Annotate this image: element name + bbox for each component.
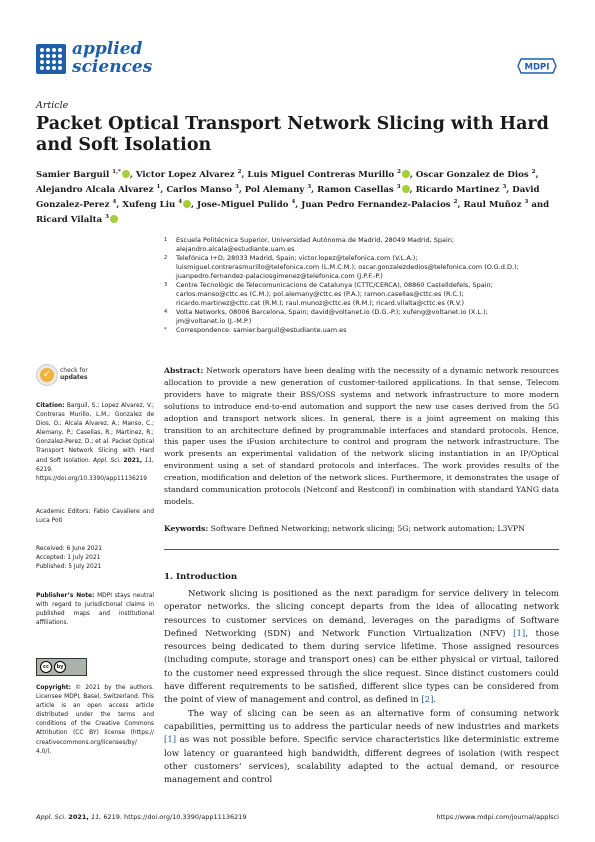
by-icon: by xyxy=(54,661,66,673)
cc-by-license-icon[interactable] xyxy=(36,658,87,676)
publisher-note xyxy=(36,592,154,628)
author-name: Xufeng Liu xyxy=(122,199,179,210)
section-body xyxy=(164,588,559,787)
author-affiliation-sup: 3 xyxy=(524,199,529,206)
author-list: Samier Barguil $^{1,*}$ , Victor Lopez Alvarez $^2$, Luis Miguel Contreras Murillo $^2$ , Oscar Gonzalez de Dios $^2$, Alejandro Alcala Alvarez $^1$, Carlos Manso $^3$, Pol Alemany $^3$, Ramon Casellas $^3$ , Ricardo Martinez $^3$, David Gonzalez-Perez $^4$, Xufeng Liu $^4$ , Jose-Miguel Pulido $^4$, Juan Pedro Fernandez-Palacios $^2$, Raul Muñoz $^3$ and Ricard Vilalta $^3$ xyxy=(36,169,550,226)
affiliation-number: 4 xyxy=(164,309,168,315)
affiliation-number: * xyxy=(164,327,167,333)
paragraph-text: Network slicing is positioned as the next paradigm for service delivery in telecom operator networks. the slicing concept departs from the idea of allocating network resources to customer services on demand, leverages on the paradigms of Software Defined Networking (SDN) and Network Function Virtualization (NFV) xyxy=(164,589,559,639)
orcid-icon[interactable] xyxy=(110,215,118,223)
author-affiliation-sup: 2 xyxy=(531,169,536,175)
publisher-note-text: MDPI stays neutral with regard to jurisdictional claims in published maps and institutional affiliations. xyxy=(36,593,155,627)
paragraph-text: The way of slicing can be seen as an alternative form of consuming network capabilities, permitting us to address the particular needs of new industries and markets xyxy=(164,708,559,732)
author-affiliation-sup: 3 xyxy=(502,184,507,191)
citation-text: Barguil, S.; Lopez Alvarez, V.; Contreras Murillo, L.M.; Gonzalez de Dios, O.; Alcala Alvarez, A.; Manso, C.; Alemany, P.; Casellas, R.; Martinez, R.; Gonzalez-Perez, D.; et al. Packet Optical Transport Network Slicing with Hard and Soft Isolation. xyxy=(36,403,154,464)
keywords xyxy=(164,523,559,534)
author-name: David Gonzalez-Perez xyxy=(36,184,540,210)
affiliation-line: Centre Tecnològic de Telecomunicacions de Catalunya (CTTC/CERCA), 08860 Castelldefels, Spain; xyxy=(176,281,493,289)
date-published: Published: 5 July 2021 xyxy=(36,564,102,571)
author-affiliation-sup: 4 xyxy=(112,199,117,206)
author-name: and Ricard Vilalta xyxy=(36,199,550,226)
copyright-block xyxy=(36,684,154,757)
article-type: Article xyxy=(36,100,69,111)
journal-name-line1: applied xyxy=(72,39,143,59)
publisher-note-label: Publisher’s Note: xyxy=(36,593,95,599)
reference-link[interactable]: [2] xyxy=(421,695,434,706)
check-updates-label-2: updates xyxy=(60,374,88,381)
paragraph xyxy=(164,588,559,708)
article-title: Packet Optical Transport Network Slicing with Hard and Soft Isolation xyxy=(36,114,549,155)
affiliation-item xyxy=(164,326,559,335)
copyright-label: Copyright: xyxy=(36,685,71,691)
footer-journal: Appl. Sci. xyxy=(36,813,67,821)
keywords-label: Keywords: xyxy=(164,524,209,533)
journal-name-line2: sciences xyxy=(72,57,153,77)
affiliation-line: carlos.manso@cttc.es (C.M.); pol.alemany@cttc.es (P.A.); ramon.casellas@cttc.es (R.C.); xyxy=(176,290,464,298)
author-affiliation-sup: 4 xyxy=(178,199,183,206)
abstract xyxy=(164,365,559,508)
affiliation-line: jm@voltanet.io (J.-M.P.) xyxy=(176,317,252,325)
author-affiliation-sup: 3 xyxy=(396,184,401,191)
author-affiliation-sup: 3 xyxy=(307,184,312,191)
cc-icon: cc xyxy=(40,661,52,673)
affiliation-list xyxy=(164,236,559,335)
author-name: Alejandro Alcala Alvarez xyxy=(36,184,157,195)
section-heading: 1. Introduction xyxy=(164,572,238,582)
affiliation-line: Correspondence: samier.barguil@estudiante.uam.es xyxy=(176,326,347,334)
author-name: Juan Pedro Fernandez-Palacios xyxy=(301,199,454,210)
author-name: Pol Alemany xyxy=(244,184,308,195)
affiliation-line: Telefónica I+D, 28033 Madrid, Spain; victor.lopez@telefonica.com (V.L.A.); xyxy=(176,254,418,262)
affiliation-line: Escuela Politécnica Superior, Universidad Autónoma de Madrid, 28049 Madrid, Spain; xyxy=(176,236,455,244)
paragraph-text: , those resources being dedicated to them during service lifetime. Those assigned resources (including compute, storage and transport ones) can be either physical or virtual, tailored to the customer need expressed through the slice request. Since distinct customers could have different requirements to be satisfied, different slice types can be considered from the point of view of management and control, as defined in xyxy=(164,628,559,706)
check-for-updates-button[interactable] xyxy=(36,364,154,388)
affiliation-item xyxy=(164,236,559,254)
footer-doi-link[interactable]: 6219. https://doi.org/10.3390/app11136219 xyxy=(103,813,247,821)
copyright-text: © 2021 by the authors. Licensee MDPI, Basel, Switzerland. This article is an open access article distributed under the terms and conditions of the Creative Commons Attribution (CC BY) license (https:// creativecommons.org/licenses/by/ 4.0/). xyxy=(36,685,154,755)
author-affiliation-sup: 1,* xyxy=(112,169,121,175)
paragraph-text: as was not possible before. Specific service characteristics like deterministic extreme low latency or guaranteed high bandwidth, different degrees of isolation (with respect other customers’ services), scalability adapted to the actual demand, or resource management and control xyxy=(164,735,559,786)
reference-link[interactable]: [1] xyxy=(513,628,526,639)
orcid-icon[interactable] xyxy=(402,185,410,193)
paragraph-text: . xyxy=(433,695,437,706)
dates-block xyxy=(36,545,154,572)
citation-doi-link[interactable]: 6219. https://doi.org/10.3390/app11136219 xyxy=(36,466,148,482)
citation-label: Citation: xyxy=(36,403,65,409)
author-affiliation-sup: 3 xyxy=(234,184,239,191)
author-name: Ricardo Martinez xyxy=(415,184,503,195)
author-name: Jose-Miguel Pulido xyxy=(197,199,292,210)
check-updates-label-1: check for xyxy=(60,367,88,374)
reference-link[interactable]: [1] xyxy=(164,735,177,746)
academic-editors: Academic Editors: Fabio Cavaliere and Luca Poti xyxy=(36,509,154,525)
affiliation-item xyxy=(164,308,559,326)
author-affiliation-sup: 2 xyxy=(237,169,242,175)
affiliation-number: 3 xyxy=(164,282,168,288)
author-affiliation-sup: 4 xyxy=(291,199,296,206)
orcid-icon[interactable] xyxy=(402,170,410,178)
citation-volume: 11, xyxy=(144,457,155,464)
check-updates-icon: ✓ xyxy=(36,364,58,386)
author-affiliation-sup: 2 xyxy=(397,169,401,175)
citation-year: 2021, xyxy=(123,457,143,464)
affiliation-number: 1 xyxy=(164,237,168,243)
author-name: Oscar Gonzalez de Dios xyxy=(415,169,532,180)
author-name: Victor Lopez Alvarez xyxy=(135,169,238,180)
abstract-text: Network operators have been dealing with the necessity of a dynamic network resources allocation to provide a new generation of customer-tailored applications. In that sense, Telecom providers have to migrate their BSS/OSS systems and network infrastructure to more modern solutions to introduce end-to-end automation and support the new use cases derived from the 5G adoption and transport network slices. In general, there is a joint agreement on making this transition to an architecture defined by programmable interfaces and standard protocols. Hence, this paper uses the iFusion architecture to control and program the network infrastructure. The work presents an experimental validation of the network slicing instantiation in an IP/Optical environment using a set of standard protocols and interfaces. The work provides results of the creation, modification and deletion of the network slices. Furthermore, it demonstrates the usage of standard communication protocols (Netconf and Restconf) in combination with standard YANG data models. xyxy=(164,366,559,506)
orcid-icon[interactable] xyxy=(183,200,191,208)
affiliation-item xyxy=(164,281,559,308)
section-divider xyxy=(164,549,559,550)
journal-name xyxy=(72,40,152,76)
author-affiliation-sup: 2 xyxy=(453,199,458,206)
author-name: Carlos Manso xyxy=(166,184,235,195)
footer-volume: 11, xyxy=(90,813,102,821)
affiliation-line: alejandro.alcala@estudiante.uam.es xyxy=(176,245,295,253)
date-received: Received: 6 June 2021 xyxy=(36,546,102,552)
citation-journal: Appl. Sci. xyxy=(93,457,121,464)
footer-year: 2021, xyxy=(68,813,89,821)
footer-citation xyxy=(36,813,247,821)
affiliation-line: juanpedro.fernandez-palaciosgimenez@telefonica.com (J.P.F.-P.) xyxy=(176,272,383,280)
abstract-label: Abstract: xyxy=(164,366,204,375)
affiliation-line: Volta Networks, 08006 Barcelona, Spain; david@voltanet.io (D.G.-P.); xufeng@voltanet.io (X.L.); xyxy=(176,308,488,316)
orcid-icon[interactable] xyxy=(122,170,130,178)
footer-journal-link[interactable]: https://www.mdpi.com/journal/applsci xyxy=(436,813,559,821)
author-name: Luis Miguel Contreras Murillo xyxy=(247,169,398,180)
publisher-logo-text: MDPI xyxy=(524,62,550,73)
author-name: Raul Muñoz xyxy=(463,199,525,210)
paragraph xyxy=(164,708,559,788)
affiliation-line: ricardo.martinez@cttc.cat (R.M.); raul.munoz@cttc.es (R.M.); ricard.vilalta@cttc.es (R.V.) xyxy=(176,299,465,307)
journal-logo-icon xyxy=(36,44,66,74)
author-affiliation-sup: 3 xyxy=(105,214,109,221)
keywords-text: Software Defined Networking; network slicing; 5G; network automation; L3VPN xyxy=(210,524,525,533)
affiliation-line: luismiguel.contrerasmurillo@telefonica.com (L.M.C.M.); oscar.gonzalezdedios@telefonica.com (O.G.d.D.); xyxy=(176,263,519,271)
date-accepted: Accepted: 1 July 2021 xyxy=(36,555,101,562)
author-name: Ramon Casellas xyxy=(317,184,397,195)
author-affiliation-sup: 1 xyxy=(156,184,161,191)
citation-block xyxy=(36,402,154,484)
affiliation-number: 2 xyxy=(164,255,168,261)
affiliation-item xyxy=(164,254,559,281)
mdpi-logo-icon xyxy=(517,58,557,74)
page-footer xyxy=(36,813,559,821)
author-name: Samier Barguil xyxy=(36,169,113,180)
